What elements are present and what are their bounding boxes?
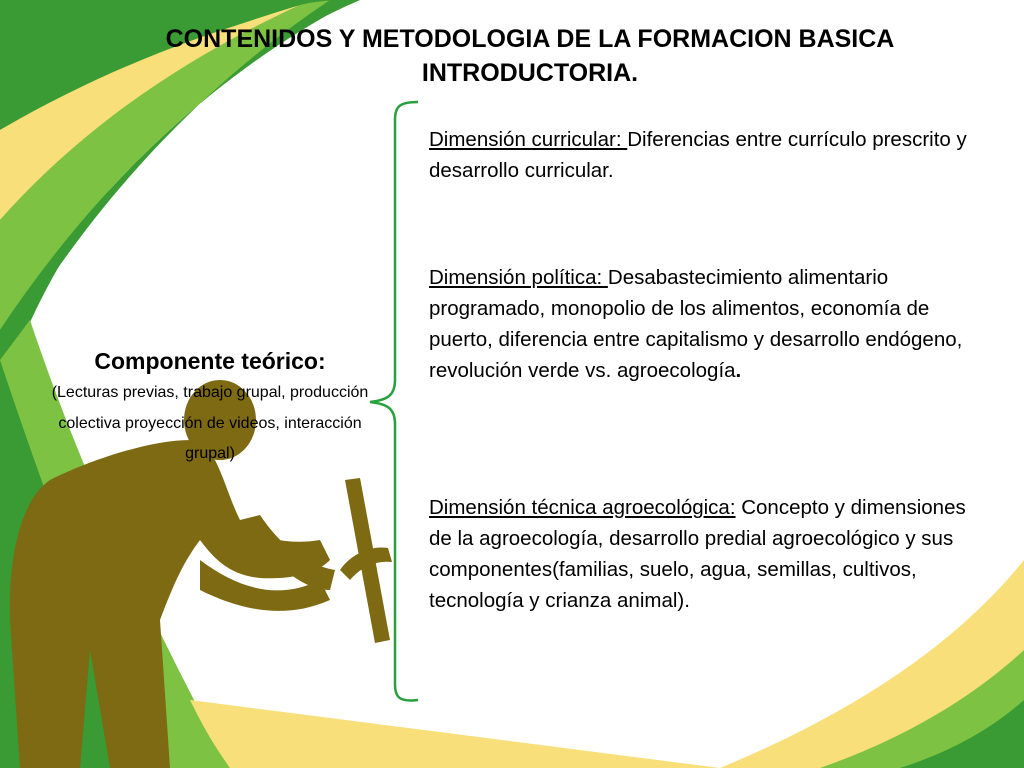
dimension-label: Dimensión técnica agroecológica: [429,496,736,519]
dimension-tail: . [735,359,742,382]
dimension-text: Desabastecimiento alimentario programado, monopolio de los alimentos, economía de puerto, diferencia entre capitalismo y desarrollo endógeno, revolución verde vs. agroecología [429,266,963,382]
component-block [40,344,380,470]
dimension-curricular [429,124,989,186]
dimension-politica [429,262,989,386]
dimension-text: Concepto y dimensiones de la agroecología, desarrollo predial agroecológico y sus componentes(familias, suelo, agua, semillas, cultivos, tecnología y crianza animal). [429,496,966,612]
bottom-yellow-strip [190,700,720,768]
dimension-text: Diferencias entre currículo prescrito y desarrollo curricular. [429,128,967,182]
component-heading: Componente teórico: [94,348,326,374]
page-title [100,22,960,90]
title-line-1: CONTENIDOS Y METODOLOGIA DE LA FORMACION BASICA [165,25,895,53]
dimension-label: Dimensión curricular: [429,128,628,151]
dimension-tecnica-agroecologica [429,492,989,616]
title-line-2: INTRODUCTORIA. [421,59,639,87]
dimension-label: Dimensión política: [429,266,608,289]
component-description: (Lecturas previas, trabajo grupal, producción colectiva proyección de videos, interacción grupal) [51,384,369,462]
